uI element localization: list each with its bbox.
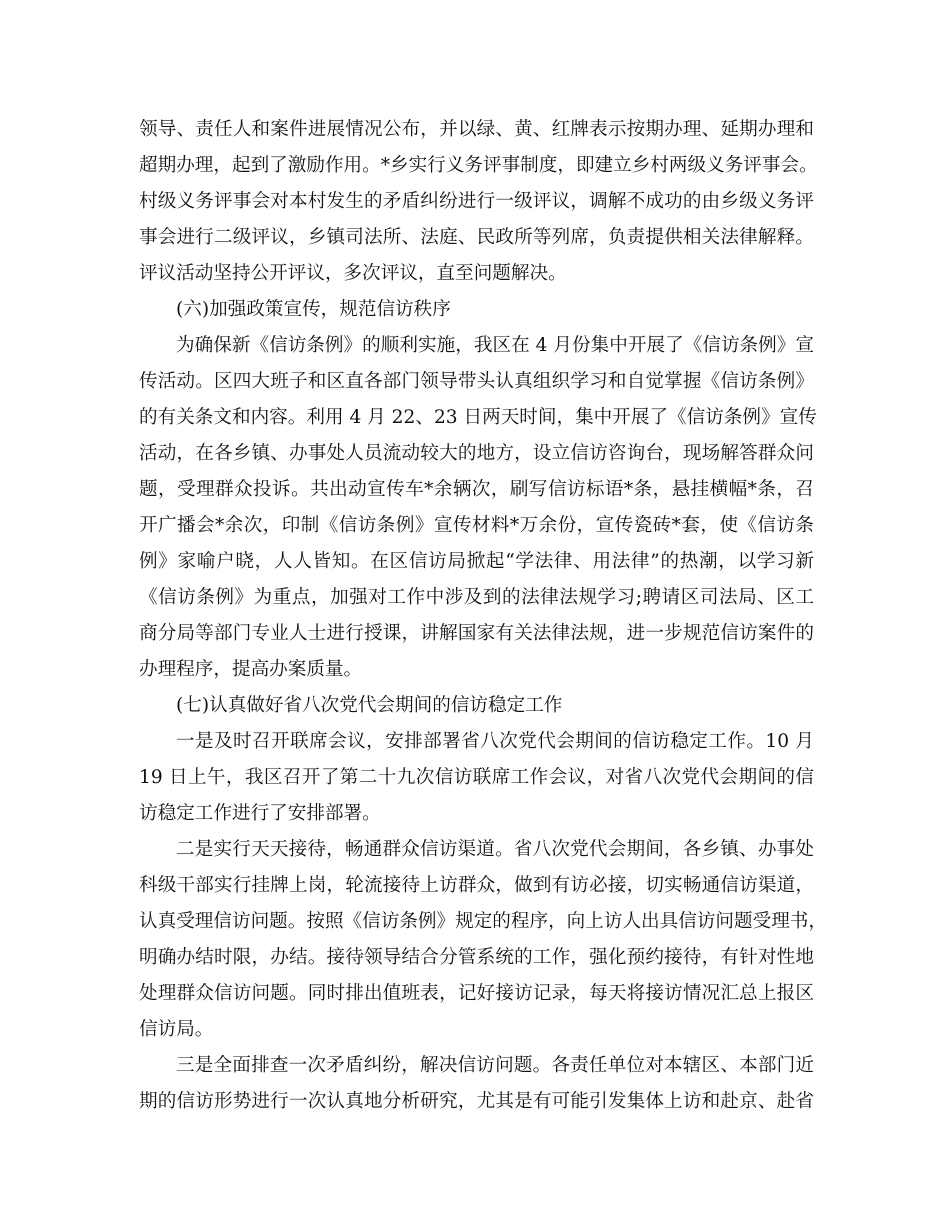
text-line: 三是全面排查一次矛盾纠纷，解决信访问题。各责任单位对本辖区、本部门近 [176, 1055, 814, 1076]
text-line: 《信访条例》为重点，加强对工作中涉及到的法律法规学习;聘请区司法局、区工 [139, 587, 814, 608]
text-line: 领导、责任人和案件进展情况公布，并以绿、黄、红牌表示按期办理、延期办理和 [139, 119, 814, 140]
text-line: (七)认真做好省八次党代会期间的信访稳定工作 [176, 695, 563, 716]
text-line: 处理群众信访问题。同时排出值班表，记好接访记录，每天将接访情况汇总上报区 [139, 983, 814, 1004]
document-page [139, 117, 827, 1125]
text-line: 例》家喻户晓，人人皆知。在区信访局掀起“学法律、用法律”的热潮，以学习新 [139, 551, 814, 572]
text-line: 认真受理信访问题。按照《信访条例》规定的程序，向上访人出具信访问题受理书， [139, 911, 827, 932]
section-heading [139, 693, 814, 729]
text-line: 19 日上午，我区召开了第二十九次信访联席工作会议，对省八次党代会期间的信 [139, 767, 814, 788]
text-line: 办理程序，提高办案质量。 [139, 659, 363, 680]
text-line: 明确办结时限，办结。接待领导结合分管系统的工作，强化预约接待，有针对性地 [139, 947, 814, 968]
text-line: 一是及时召开联席会议，安排部署省八次党代会期间的信访稳定工作。10 月 [176, 731, 814, 752]
text-line: 科级干部实行挂牌上岗，轮流接待上访群众，做到有访必接，切实畅通信访渠道， [139, 875, 814, 896]
text-line: 超期办理，起到了激励作用。*乡实行义务评事制度，即建立乡村两级义务评事会。 [139, 155, 818, 176]
text-line: 开广播会*余次，印制《信访条例》宣传材料*万余份，宣传瓷砖*套，使《信访条 [139, 515, 814, 536]
paragraph [139, 729, 814, 837]
text-line: 活动，在各乡镇、办事处人员流动较大的地方，设立信访咨询台，现场解答群众问 [139, 443, 814, 464]
section-heading [139, 297, 814, 333]
text-line: 信访局。 [139, 1019, 214, 1040]
text-line: 村级义务评事会对本村发生的矛盾纠纷进行一级评议，调解不成功的由乡级义务评 [139, 191, 814, 212]
text-line: 的有关条文和内容。利用 4 月 22、23 日两天时间，集中开展了《信访条例》宣传 [139, 407, 817, 428]
text-line: 期的信访形势进行一次认真地分析研究，尤其是有可能引发集体上访和赴京、赴省 [139, 1091, 814, 1112]
text-line: 商分局等部门专业人士进行授课，讲解国家有关法律法规，进一步规范信访案件的 [139, 623, 814, 644]
text-line: 传活动。区四大班子和区直各部门领导带头认真组织学习和自觉掌握《信访条例》 [139, 371, 814, 392]
text-line: 评议活动坚持公开评议，多次评议，直至问题解决。 [139, 263, 567, 284]
paragraph [139, 837, 827, 1053]
paragraph [139, 1053, 814, 1125]
paragraph [139, 333, 817, 693]
text-line: 事会进行二级评议，乡镇司法所、法庭、民政所等列席，负责提供相关法律解释。 [139, 227, 814, 248]
text-line: 题，受理群众投诉。共出动宣传车*余辆次，刷写信访标语*条，悬挂横幅*条，召 [139, 479, 814, 500]
text-line: 访稳定工作进行了安排部署。 [139, 803, 381, 824]
paragraph [139, 117, 818, 297]
text-line: (六)加强政策宣传，规范信访秩序 [176, 299, 451, 320]
text-line: 二是实行天天接待，畅通群众信访渠道。省八次党代会期间，各乡镇、办事处 [176, 839, 814, 860]
text-line: 为确保新《信访条例》的顺利实施，我区在 4 月份集中开展了《信访条例》宣 [176, 335, 814, 356]
